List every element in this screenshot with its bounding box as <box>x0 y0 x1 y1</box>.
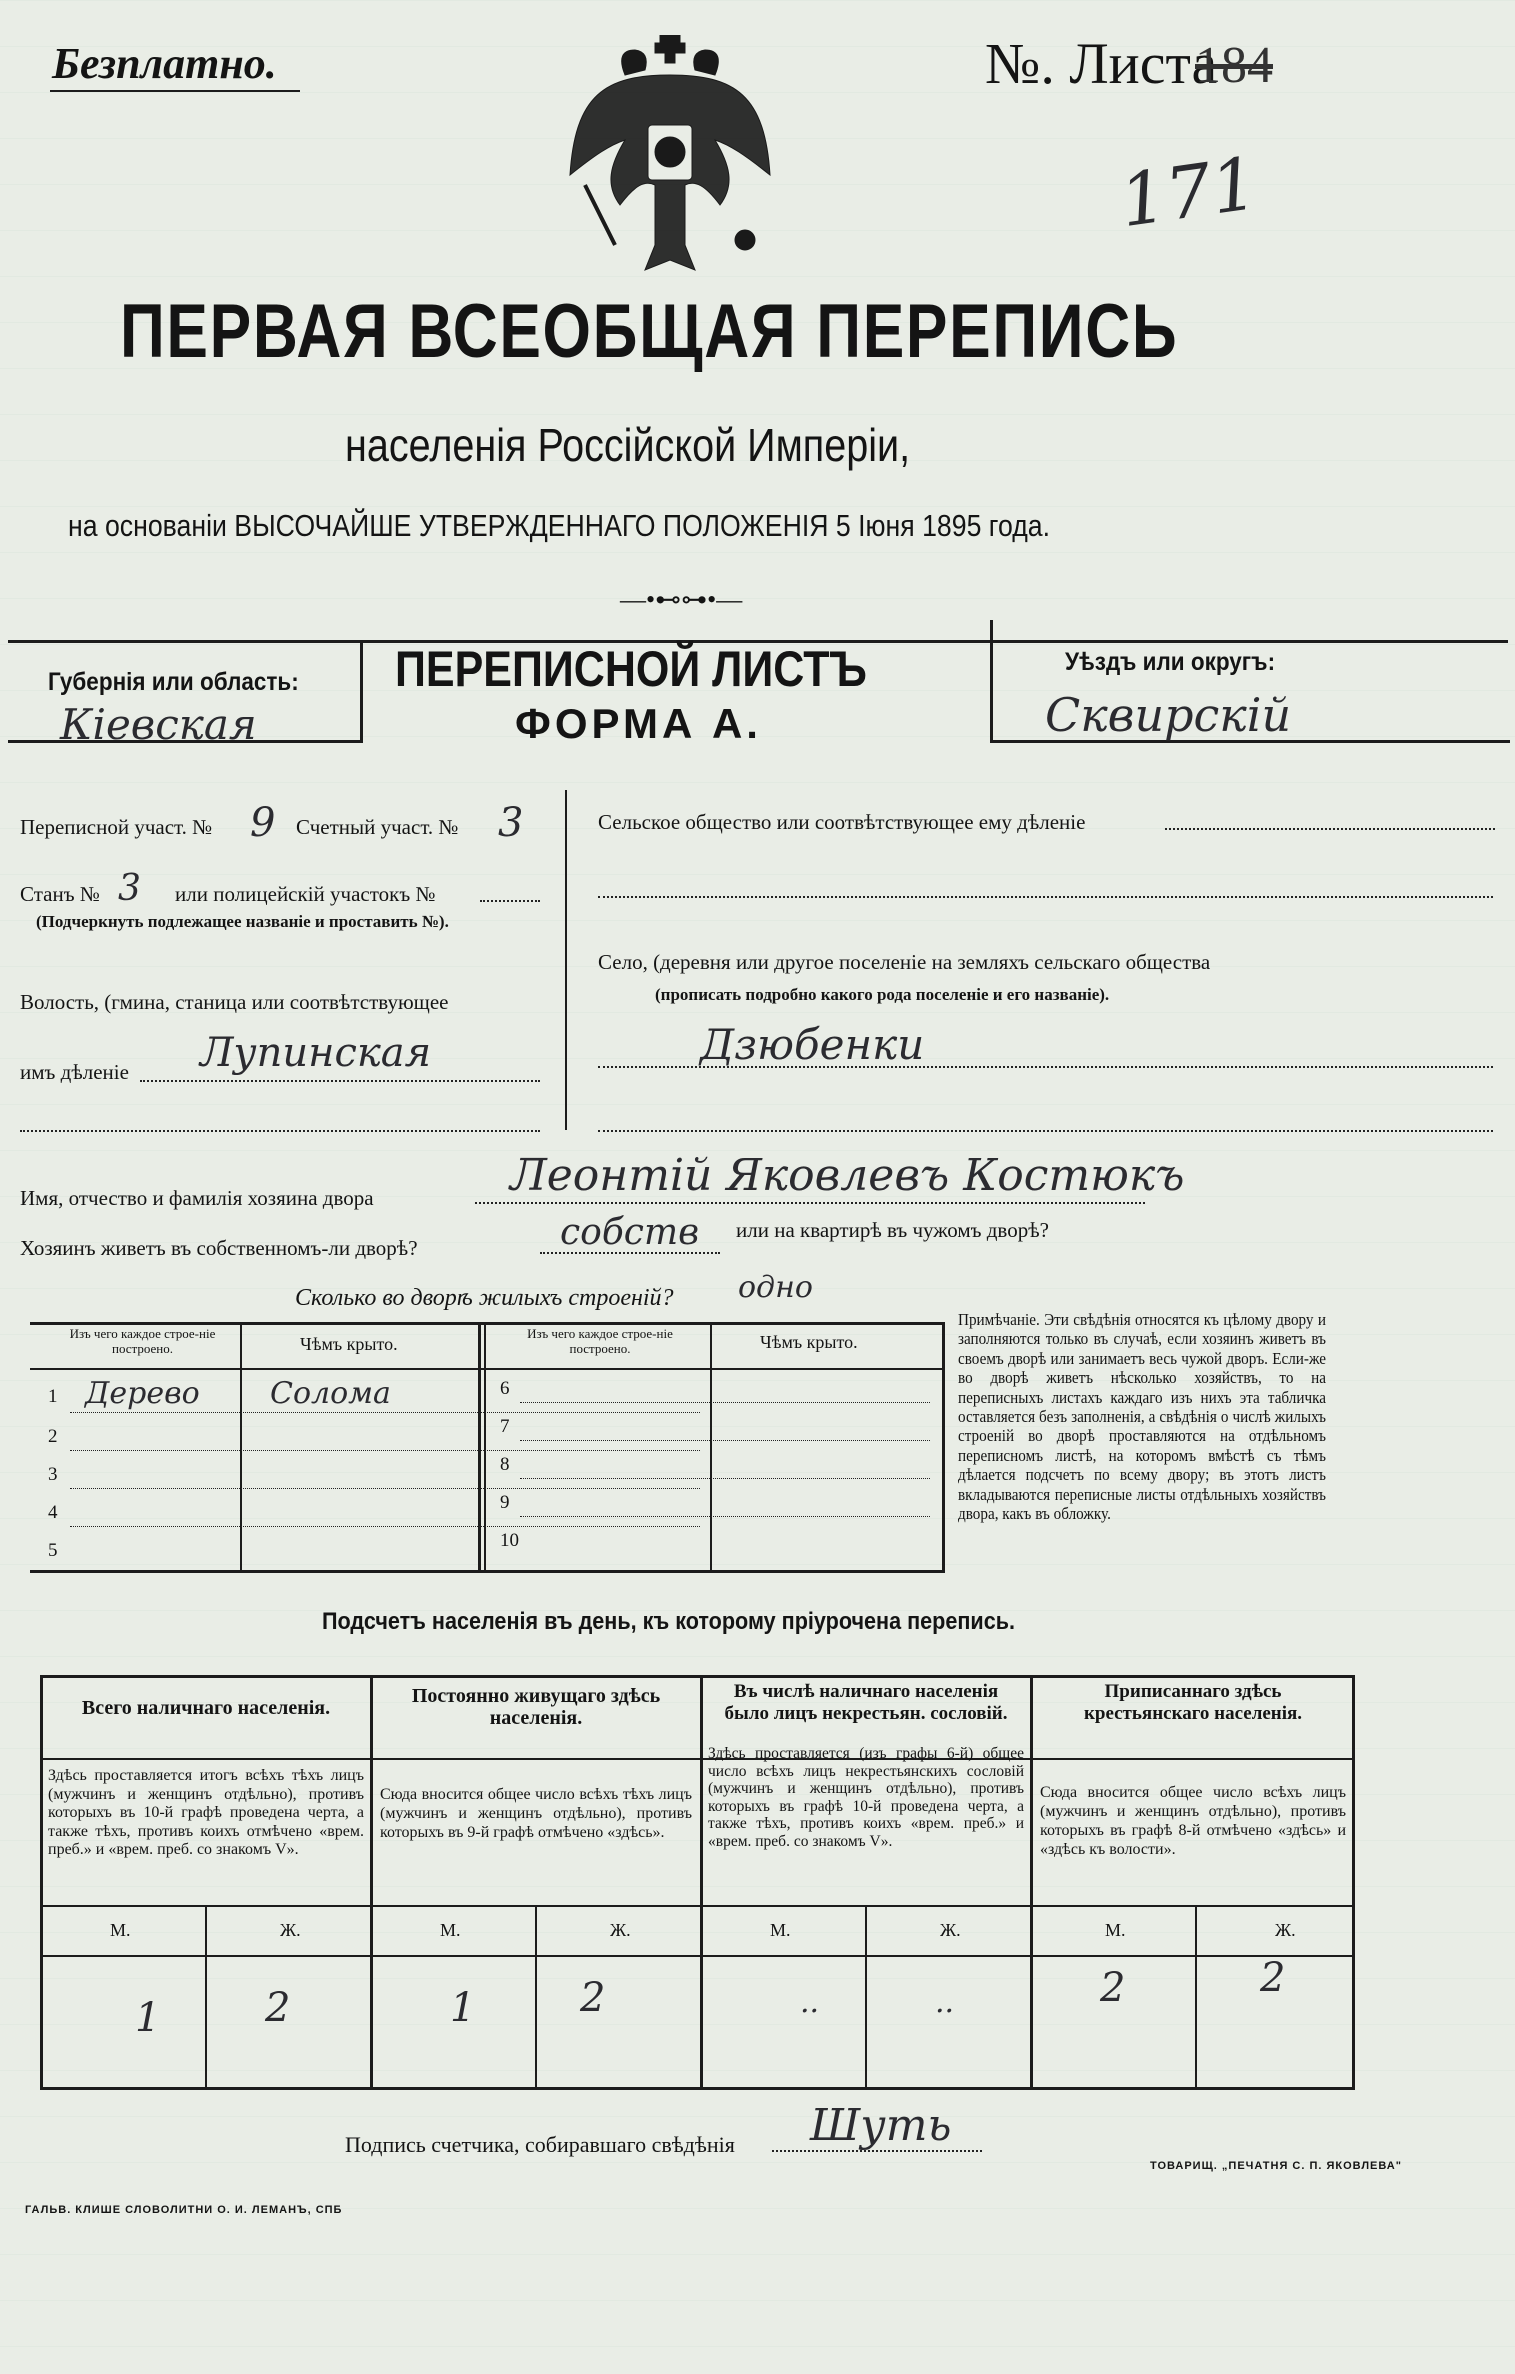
row-number: 1 <box>48 1386 58 1407</box>
tally-table <box>40 1675 1355 2090</box>
police-label: или полицейскій участокъ № <box>175 882 436 906</box>
tally-desc-permanent: Сюда вносится общее число всѣхъ тѣхъ лицъ (мужчинъ и женщинъ отдѣльно), противъ которыхъ въ 9-й графѣ отмѣчено «здѣсь». <box>380 1786 692 1841</box>
row-number: 10 <box>500 1530 519 1551</box>
stan-value: 3 <box>118 868 141 909</box>
row-material: Дерево <box>85 1376 200 1411</box>
village-dotted-line <box>598 1066 1493 1068</box>
imperial-eagle-emblem <box>565 35 775 285</box>
tally-value-permanent-f: 2 <box>580 1975 606 2021</box>
col-material-right: Изъ чего каждое строе-ніе построено. <box>527 1326 673 1356</box>
owner-dotted-line <box>475 1202 1145 1204</box>
ornament-divider: —•⊷⊶•— <box>620 585 743 614</box>
volost-dotted-line-2 <box>20 1130 540 1132</box>
row-number: 8 <box>500 1454 510 1475</box>
society-dotted-line <box>1165 828 1495 830</box>
col-material-left: Изъ чего каждое строе-ніе построено. <box>69 1326 216 1356</box>
tally-head-nonpeasant: Въ числѣ наличнаго населенія было лицъ некрестьян. сословій. <box>724 1681 1008 1724</box>
band-divider-left <box>360 640 363 740</box>
printer-right: ТОВАРИЩ. „ПЕЧАТНЯ С. П. ЯКОВЛЕВА" <box>1150 2160 1402 2172</box>
stan-label: Станъ № <box>20 882 100 906</box>
village-dotted-line-2 <box>598 1130 1493 1132</box>
tally-value-nonpeasant-f: .. <box>935 1985 955 2020</box>
count-area-value: 3 <box>498 800 524 846</box>
buildings-note: Примѣчаніе. Эти свѣдѣнія относятся къ цѣлому двору и заполняются только въ случаѣ, если хозяинъ живетъ въ своемъ дворѣ или занимаетъ весь чужой дворъ. Если-же во дворѣ живетъ нѣсколько хозяйствъ, то на переписныхъ листахъ каждаго изъ нихъ эта табличка оставляется безъ заполненія, а свѣдѣнія о числѣ жилыхъ строеній во дворѣ проставляются на отдѣльномъ переписномъ листѣ, на которомъ вмѣстѣ съ тѣмъ дѣлается подсчетъ по всему двору; въ этотъ листъ вкладываются переписные листы отдѣльныхъ хозяйствъ двора, какъ въ обложку. <box>958 1310 1326 1524</box>
village-note: (прописать подробно какого рода поселеніе и его названіе). <box>655 985 1110 1004</box>
lives-label: Хозяинъ живетъ въ собственномъ-ли дворѣ? <box>20 1236 418 1260</box>
row-number: 2 <box>48 1426 58 1447</box>
district-value: Сквирскій <box>1045 688 1292 742</box>
male-header: М. <box>1105 1920 1126 1940</box>
tally-head-assigned: Приписаннаго здѣсь крестьянскаго населенія. <box>1083 1681 1303 1724</box>
buildings-label: Сколько во дворѣ жилыхъ строеній? <box>295 1285 674 1311</box>
owner-name-value: Леонтій Яковлевъ Костюкъ <box>510 1150 1185 1201</box>
female-header: Ж. <box>940 1920 961 1940</box>
village-label: Село, (деревня или другое поселеніе на земляхъ сельскаго общества <box>598 950 1211 974</box>
society-dotted-line-2 <box>598 896 1493 898</box>
buildings-value: одно <box>738 1270 813 1305</box>
police-dotted-line <box>480 900 540 902</box>
volost-value: Лупинская <box>200 1030 432 1076</box>
main-title: ПЕРВАЯ ВСЕОБЩАЯ ПЕРЕПИСЬ <box>120 289 1179 374</box>
free-underline <box>50 90 300 92</box>
printer-left: ГАЛЬВ. КЛИШЕ СЛОВОЛИТНИ О. И. ЛЕМАНЪ, СПБ <box>25 2204 343 2216</box>
province-value: Кіевская <box>60 700 257 749</box>
female-header: Ж. <box>610 1920 631 1940</box>
village-value: Дзюбенки <box>700 1020 925 1069</box>
tally-value-nonpeasant-m: .. <box>800 1985 820 2020</box>
tally-value-total-f: 2 <box>265 1985 291 2031</box>
signature-value: Шуть <box>810 2100 952 2151</box>
sheet-number-label: №. Листа <box>985 31 1218 96</box>
census-area-label: Переписной участ. № <box>20 815 213 839</box>
census-area-value: 9 <box>250 800 276 846</box>
society-label: Сельское общество или соотвѣтствующее ему дѣленіе <box>598 810 1086 834</box>
lives-value: собств <box>560 1212 700 1253</box>
row-number: 9 <box>500 1492 510 1513</box>
female-header: Ж. <box>280 1920 301 1940</box>
row-number: 4 <box>48 1502 58 1523</box>
form-title: ПЕРЕПИСНОЙ ЛИСТЪ <box>395 641 867 697</box>
female-header: Ж. <box>1275 1920 1296 1940</box>
fields-divider <box>565 790 567 1130</box>
row-number: 5 <box>48 1540 58 1561</box>
volost-label-2: имъ дѣленіе <box>20 1060 129 1084</box>
tally-head-permanent: Постоянно живущаго здѣсь населенія. <box>411 1685 661 1729</box>
legal-basis: на основаніи ВЫСОЧАЙШЕ УТВЕРЖДЕННАГО ПОЛОЖЕНІЯ 5 Іюня 1895 года. <box>68 508 1050 543</box>
count-area-label: Счетный участ. № <box>296 815 459 839</box>
tally-head-total: Всего наличнаго населенія. <box>81 1697 331 1719</box>
police-note: (Подчеркнуть подлежащее названіе и проставить №). <box>36 912 449 931</box>
lives-dotted-line <box>540 1252 720 1254</box>
district-label: Уѣздъ или округъ: <box>1065 648 1276 676</box>
sheet-number-crossed: 184 <box>1195 37 1273 94</box>
band-divider-right <box>990 620 993 740</box>
tally-title: Подсчетъ населенія въ день, къ которому пріурочена перепись. <box>322 1608 1015 1635</box>
tally-desc-assigned: Сюда вносится общее число всѣхъ лицъ (мужчинъ и женщинъ отдѣльно), противъ которыхъ въ графѣ 8-й отмѣчено «здѣсь» и «здѣсь къ волости». <box>1040 1784 1346 1858</box>
tally-value-assigned-m: 2 <box>1100 1965 1126 2011</box>
tally-desc-nonpeasant: Здѣсь проставляется (изъ графы 6-й) общее число всѣхъ лицъ некрестьянскихъ сословій (мужчинъ и женщинъ отдѣльно), противъ которыхъ въ графѣ 10-й проведена черта, а также тѣхъ, противъ коихъ «врем. преб.» и «врем. преб. со знакомъ V». <box>708 1745 1024 1850</box>
form-letter: ФОРМА А. <box>515 700 762 747</box>
tally-value-permanent-m: 1 <box>450 1985 476 2031</box>
row-number: 3 <box>48 1464 58 1485</box>
volost-dotted-line <box>140 1080 540 1082</box>
row-number: 7 <box>500 1416 510 1437</box>
province-label: Губернія или область: <box>48 668 299 696</box>
tally-value-assigned-f: 2 <box>1260 1955 1286 2001</box>
male-header: М. <box>110 1920 131 1940</box>
free-label: Безплатно. <box>52 39 277 88</box>
row-number: 6 <box>500 1378 510 1399</box>
col-roof-right: Чѣмъ крыто. <box>760 1332 858 1352</box>
row-roof: Солома <box>270 1376 391 1411</box>
owner-name-label: Имя, отчество и фамилія хозяина двора <box>20 1186 374 1210</box>
male-header: М. <box>440 1920 461 1940</box>
signature-label: Подпись счетчика, собиравшаго свѣдѣнія <box>345 2132 735 2157</box>
male-header: М. <box>770 1920 791 1940</box>
volost-label: Волость, (гмина, станица или соотвѣтствующее <box>20 990 449 1014</box>
subtitle: населенія Россійской Имперіи, <box>345 419 911 471</box>
sheet-number-handwritten: 171 <box>1114 140 1263 244</box>
col-roof-left: Чѣмъ крыто. <box>300 1334 398 1354</box>
tally-value-total-m: 1 <box>135 1995 161 2041</box>
buildings-table <box>30 1322 945 1572</box>
lives-label-2: или на квартирѣ въ чужомъ дворѣ? <box>736 1218 1049 1242</box>
tally-desc-total: Здѣсь проставляется итогъ всѣхъ тѣхъ лицъ (мужчинъ и женщинъ отдѣльно), противъ которыхъ въ 10-й графѣ проведена черта, а также тѣхъ, противъ коихъ отмѣчено «врем. преб.» и «врем. преб. со знакомъ V». <box>48 1767 364 1858</box>
